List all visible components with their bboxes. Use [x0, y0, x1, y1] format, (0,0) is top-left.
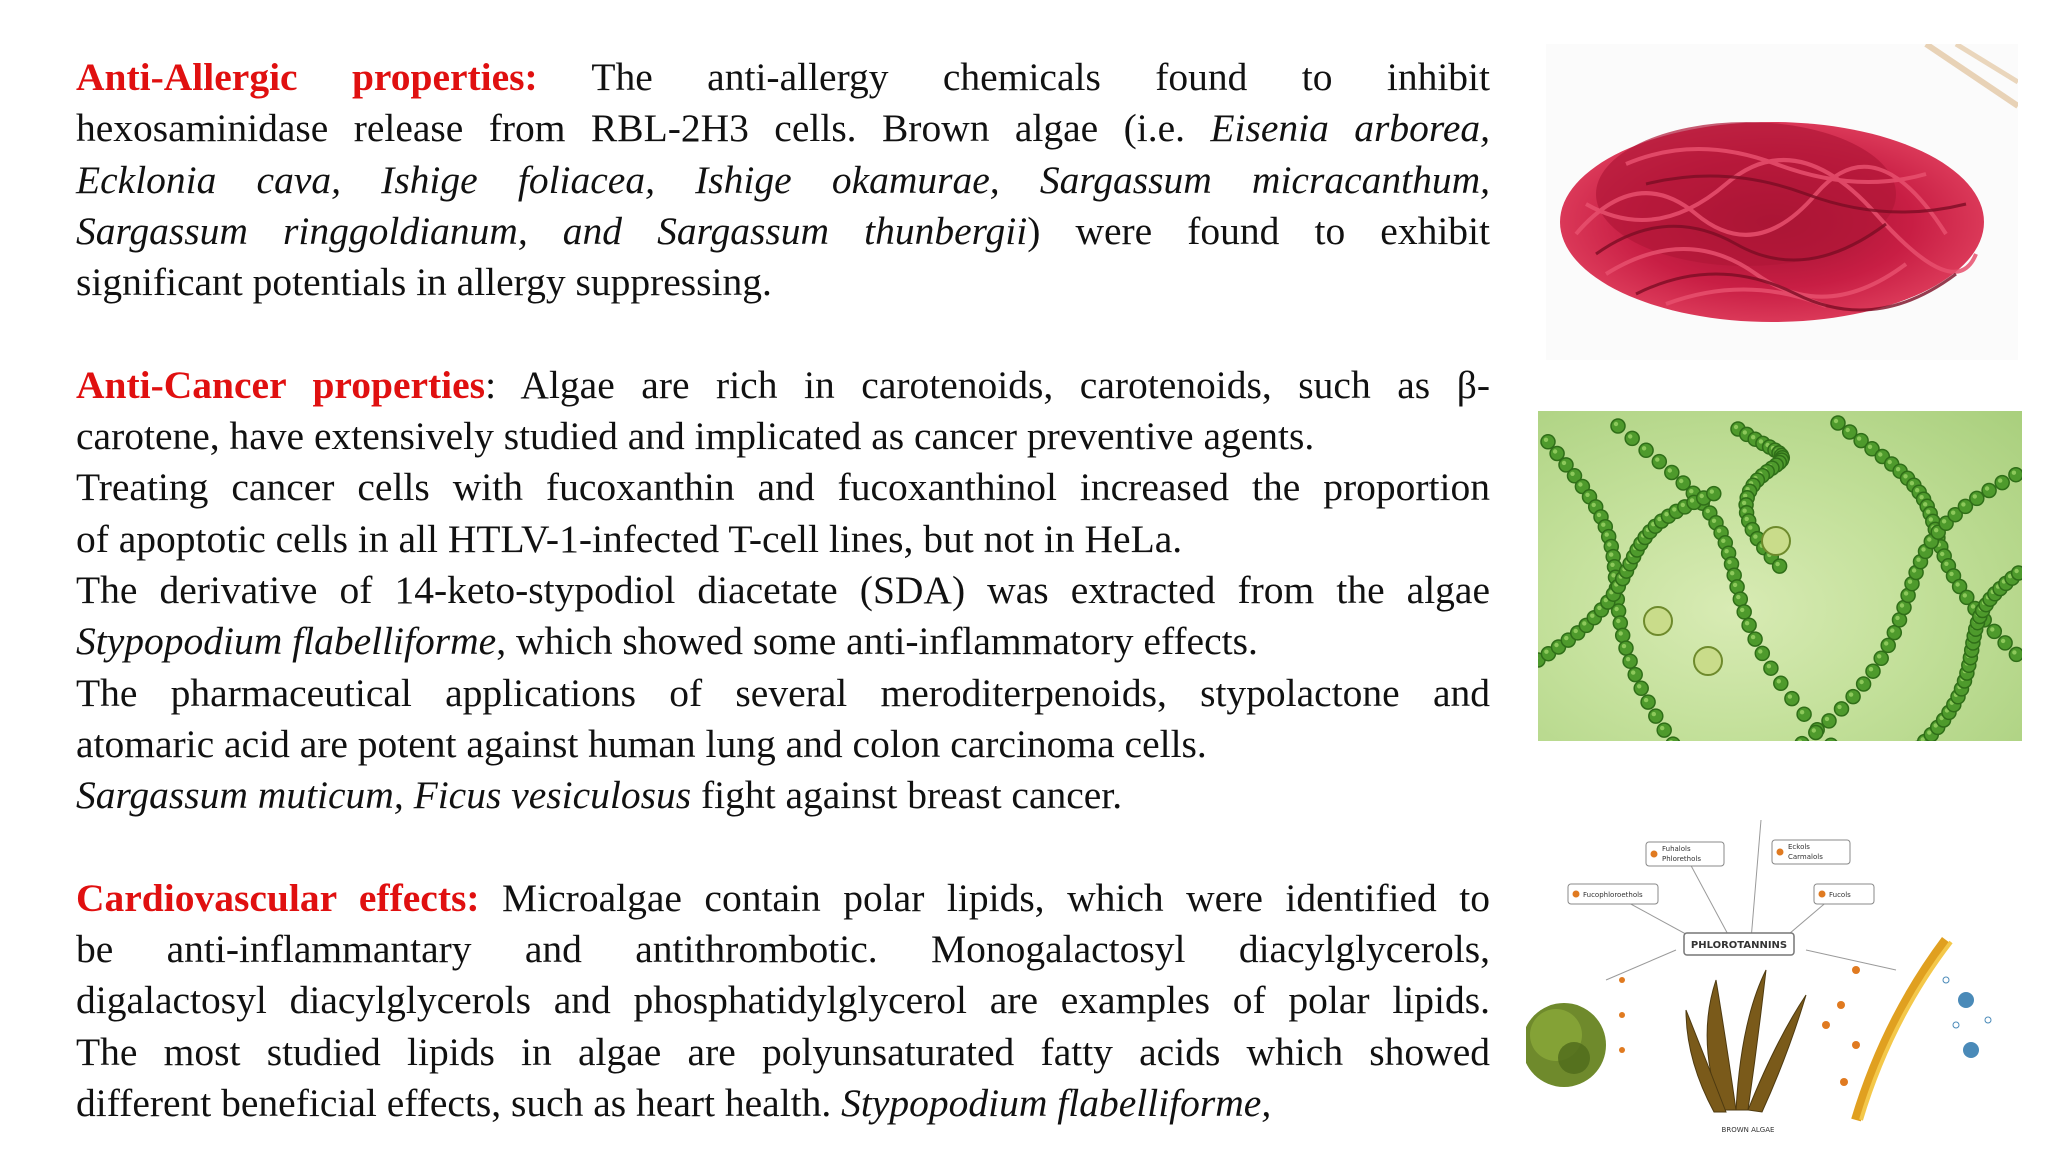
cardio-line-5: different beneficial effects, such as heart health. Stypopodium flabelliforme, [76, 1080, 1272, 1125]
allergic-line-1: Anti-Allergic properties: The anti-allergy chemicals found to inhibit [76, 55, 1491, 99]
cancer-line-5: The derivative of 14-keto-stypodiol diacetate (SDA) was extracted from the algae [76, 567, 1490, 612]
allergic-heading: Anti-Allergic properties: [76, 55, 538, 99]
cancer-line-9: Sargassum muticum, Ficus vesiculosus fight against breast cancer. [76, 773, 1123, 818]
box-fucols-label: Fucols [1829, 891, 1851, 899]
cardio-paragraph [76, 873, 1490, 1129]
cancer-line-8: atomaric acid are potent against human lung and colon carcinoma cells. [76, 721, 1207, 766]
box-fucophloroethols-label: Fucophloroethols [1583, 891, 1643, 899]
cardio-line-2: be anti-inflammantary and antithrombotic. Monogalactosyl diacylglycerols, [76, 927, 1490, 972]
cancer-line-4: of apoptotic cells in all HTLV-1-infected T-cell lines, but not in HeLa. [76, 516, 1183, 561]
cardio-line-3: digalactosyl diacylglycerols and phosphatidylglycerol are examples of polar lipids. [76, 978, 1490, 1023]
allergic-line-2: hexosaminidase release from RBL-2H3 cells. Brown algae (i.e. Eisenia arborea, [76, 106, 1490, 151]
allergic-line-3: Ecklonia cava, Ishige foliacea, Ishige okamurae, Sargassum micracanthum, [76, 157, 1490, 202]
cardio-line-1: Cardiovascular effects: Microalgae contain polar lipids, which were identified to [76, 875, 1491, 920]
allergic-line-4: Sargassum ringgoldianum, and Sargassum thunbergii) were found to exhibit [76, 208, 1490, 253]
box-carmalols-label: Carmalols [1788, 853, 1823, 861]
green-algae-micrograph [1538, 411, 2022, 741]
brown-algae-label: BROWN ALGAE [1721, 1126, 1775, 1134]
box-phlorethols-label: Phlorethols [1662, 855, 1701, 863]
cancer-line-1: Anti-Cancer properties: Algae are rich in carotenoids, carotenoids, such as β- [76, 362, 1490, 407]
red-seaweed-photo [1546, 44, 2018, 360]
cancer-line-7: The pharmaceutical applications of several meroditerpenoids, stypolactone and [76, 670, 1490, 715]
cancer-line-2: carotene, have extensively studied and implicated as cancer preventive agents. [76, 414, 1315, 459]
cardio-heading: Cardiovascular effects: [76, 875, 480, 920]
cancer-line-6: Stypopodium flabelliforme, which showed some anti-inflammatory effects. [76, 619, 1258, 664]
box-fuhalols-label: Fuhalols [1662, 845, 1691, 853]
phlorotannins-diagram [1526, 820, 2010, 1152]
allergic-line-5: significant potentials in allergy suppressing. [76, 260, 772, 305]
cardio-line-4: The most studied lipids in algae are polyunsaturated fatty acids which showed [76, 1029, 1490, 1074]
cancer-heading: Anti-Cancer properties [76, 362, 486, 407]
box-eckols-label: Eckols [1788, 843, 1810, 851]
diagram-center-label: PHLOROTANNINS [1690, 940, 1788, 951]
cancer-line-3: Treating cancer cells with fucoxanthin and fucoxanthinol increased the proportion [76, 465, 1490, 510]
slide-text [76, 52, 1490, 1129]
cancer-paragraph [76, 360, 1490, 822]
allergic-paragraph [76, 52, 1490, 308]
